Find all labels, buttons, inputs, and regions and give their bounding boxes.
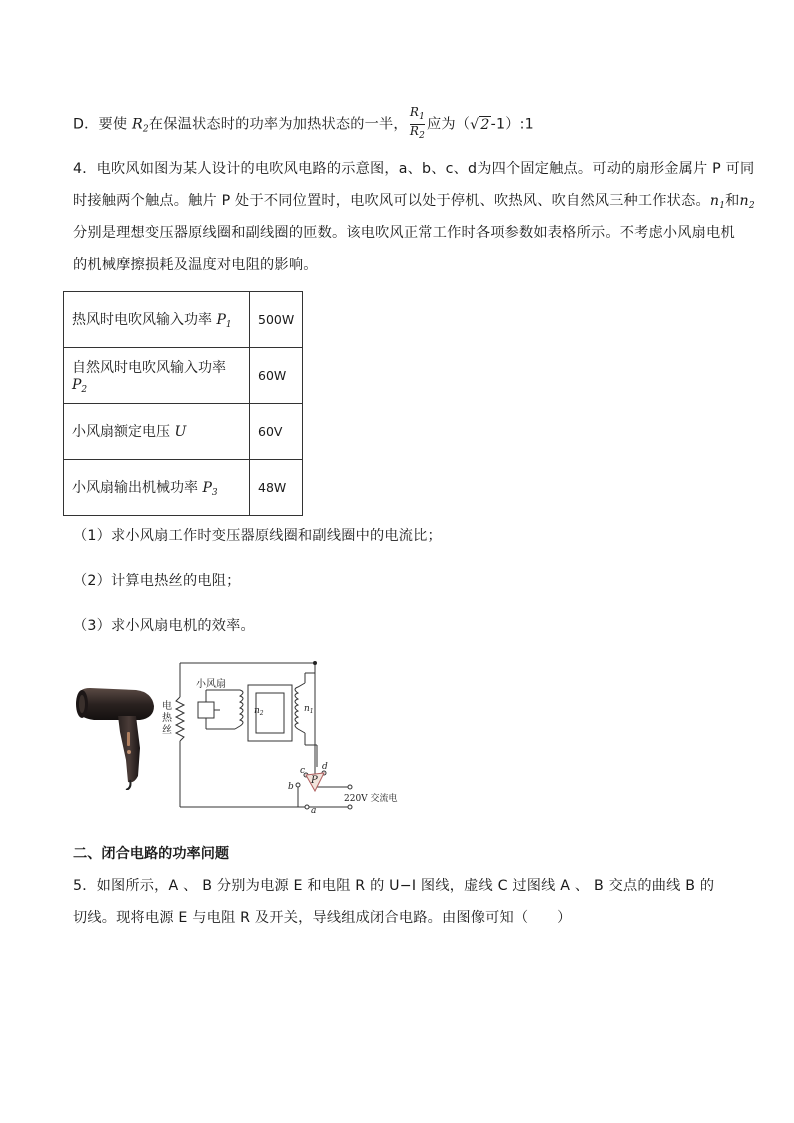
fan-label: 小风扇: [196, 679, 226, 690]
contact-d-label: d: [322, 762, 328, 772]
q4-line-4: 的机械摩擦损耗及温度对电阻的影响。: [73, 257, 318, 273]
hair-dryer-photo: [74, 680, 164, 790]
q5-line-1: 5．如图所示，A 、 B 分别为电源 E 和电阻 R 的 U−I 图线，虚线 C 过图线 A 、 B 交点的曲线 B 的: [73, 878, 715, 894]
q4-sub-2: （2）计算电热丝的电阻；: [73, 573, 241, 589]
circuit-diagram: [160, 655, 410, 815]
n2-label: $n_2$: [254, 706, 264, 717]
contact-c-label: c: [300, 766, 306, 776]
q5-line-2: 切线。现将电源 E 与电阻 R 及开关，导线组成闭合电路。由图像可知（ ）: [73, 910, 572, 926]
fraction-r1-r2: $\frac{R_1}{R_2}$: [409, 105, 425, 141]
q4-line-3: 分别是理想变压器原线圈和副线圈的匝数。该电吹风正常工作时各项参数如表格所示。不考虑小风扇电机: [73, 225, 735, 241]
n1-label: $n_1$: [304, 704, 314, 715]
heater-label-2: 热: [162, 713, 172, 724]
table-row: 小风扇输出机械功率 $P_3$ 48W: [64, 460, 303, 516]
source-label: 220V 交流电: [344, 794, 398, 804]
q4-line-2: 时接触两个触点。触片 P 处于不同位置时，电吹风可以处于停机、吹热风、吹自然风三种工作状态。$n_1$和$n_2$: [73, 193, 755, 211]
option-d: D．要使 $R_2$在保温状态时的功率为加热状态的一半， $\frac{R_1}{R_2}$ 应为（√2-1）:1: [73, 105, 534, 141]
table-row: 自然风时电吹风输入功率 $P_2$ 60W: [64, 348, 303, 404]
section-heading: 二、闭合电路的功率问题: [73, 846, 230, 862]
q4-sub-3: （3）求小风扇电机的效率。: [73, 618, 255, 634]
q4-sub-1: （1）求小风扇工作时变压器原线圈和副线圈中的电流比；: [73, 528, 442, 544]
heater-label-3: 丝: [162, 725, 172, 736]
table-row: 热风时电吹风输入功率 $P_1$ 500W: [64, 292, 303, 348]
parameter-table: [63, 291, 303, 516]
heater-label-1: 电: [162, 701, 172, 712]
sqrt-two: √2: [470, 116, 490, 133]
contact-b-label: b: [288, 782, 294, 792]
contact-a-label: a: [311, 806, 317, 815]
table-row: 小风扇额定电压 U 60V: [64, 404, 303, 460]
contact-p-label: P: [311, 775, 318, 786]
q4-line-1: 4．电吹风如图为某人设计的电吹风电路的示意图，a、b、c、d为四个固定触点。可动的扇形金属片 P 可同: [73, 161, 755, 177]
